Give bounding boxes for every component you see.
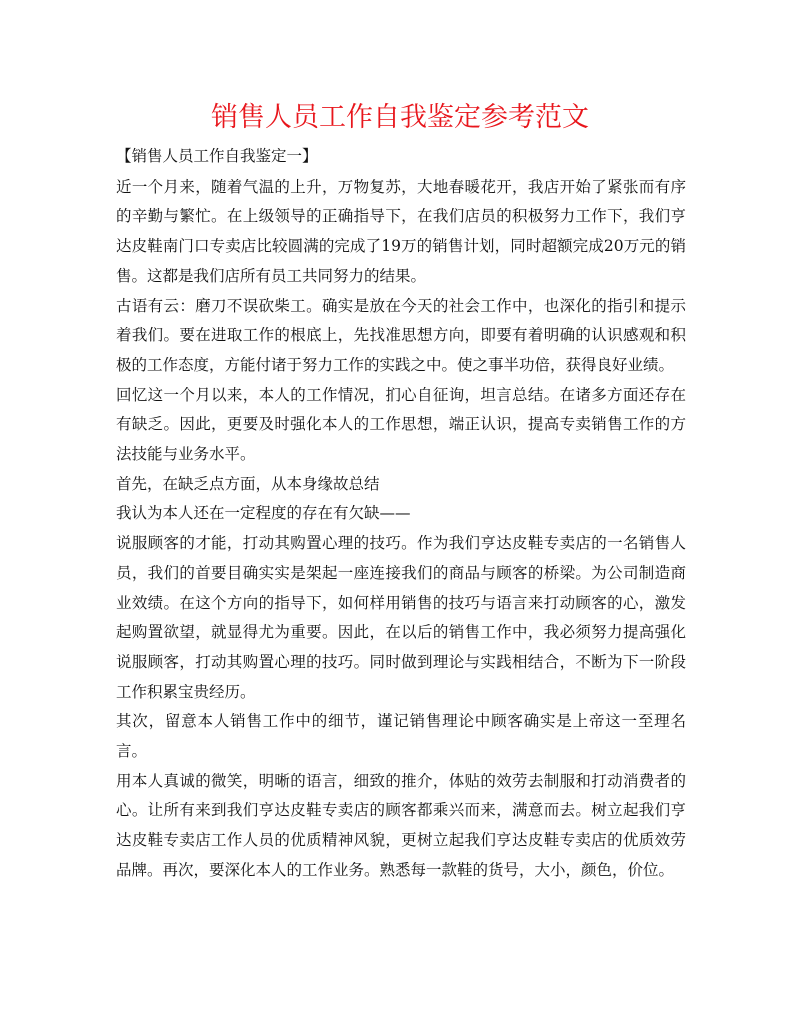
paragraph: 用本人真诚的微笑，明晰的语言，细致的推介，体贴的效劳去制服和打动消费者的心。让所有来到我们亨达皮鞋专卖店的顾客都乘兴而来，满意而去。树立起我们亨达皮鞋专卖店工作人员的优质精神风貌，更树立起我们亨达皮鞋专卖店的优质效劳品牌。再次，要深化本人的工作业务。熟悉每一款鞋的货号，大小，颜色，价位。	[116, 771, 686, 879]
paragraph: 回忆这一个月以来，本人的工作情况，扪心自征询，坦言总结。在诸多方面还存在有缺乏。因此，更要及时强化本人的工作思想，端正认识，提高专卖销售工作的方法技能与业务水平。	[116, 385, 686, 464]
paragraph: 说服顾客的才能，打动其购置心理的技巧。作为我们亨达皮鞋专卖店的一名销售人员，我们的首要目确实实是架起一座连接我们的商品与顾客的桥梁。为公司制造商业效绩。在这个方向的指导下，如何样用销售的技巧与语言来打动顾客的心，激发起购置欲望，就显得尤为重要。因此，在以后的销售工作中，我必须努力提高强化说服顾客，打动其购置心理的技巧。同时做到理论与实践相结合，不断为下一阶段工作积累宝贵经历。	[116, 534, 686, 701]
paragraph: 我认为本人还在一定程度的存在有欠缺——	[116, 504, 411, 523]
document-body	[116, 142, 686, 886]
document-title: 销售人员工作自我鉴定参考范文	[211, 102, 589, 133]
paragraph: 其次，留意本人销售工作中的细节，谨记销售理论中顾客确实是上帝这一至理名言。	[116, 712, 686, 761]
paragraph: 古语有云：磨刀不误砍柴工。确实是放在今天的社会工作中，也深化的指引和提示着我们。要在进取工作的根底上，先找准思想方向，即要有着明确的认识感观和积极的工作态度，方能付诸于努力工作的实践之中。使之事半功倍，获得良好业绩。	[116, 296, 686, 374]
section-heading: 【销售人员工作自我鉴定一】	[116, 147, 318, 165]
paragraph: 近一个月来，随着气温的上升，万物复苏，大地春暖花开，我店开始了紧张而有序的辛勤与繁忙。在上级领导的正确指导下，在我们店员的积极努力工作下，我们亨达皮鞋南门口专卖店比较圆满的完成了19万的销售计划，同时超额完成20万元的销售。这都是我们店所有员工共同努力的结果。	[116, 177, 686, 285]
paragraph: 首先，在缺乏点方面，从本身缘故总结	[116, 474, 380, 493]
